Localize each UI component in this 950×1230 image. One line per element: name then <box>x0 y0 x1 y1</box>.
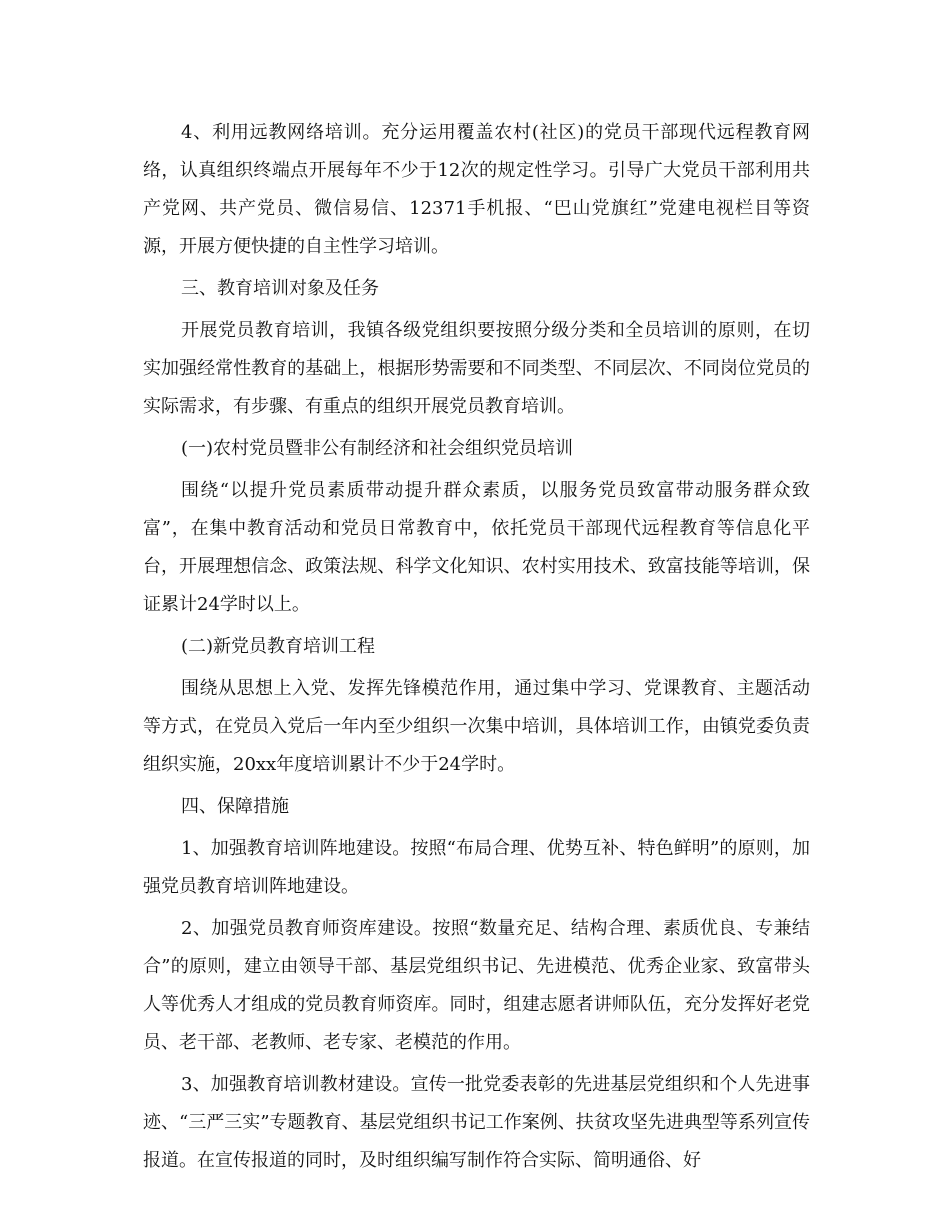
section-heading-4: 四、保障措施 <box>181 796 289 817</box>
section-heading-3: 三、教育培训对象及任务 <box>181 278 379 299</box>
paragraph-rural-members: 围绕“以提升党员素质带动提升群众素质，以服务党员致富带动服务群众致富”，在集中教育活动和党员日常教育中，依托党员干部现代远程教育等信息化平台，开展理想信念、政策法规、科学文化知识、农村实用技术、致富技能等培训，保证累计24学时以上。 <box>143 480 810 615</box>
subheading-new-members: (二)新党员教育培训工程 <box>181 636 376 657</box>
paragraph-teaching-materials: 3、加强教育培训教材建设。宣传一批党委表彰的先进基层党组织和个人先进事迹、“三严三实”专题教育、基层党组织书记工作案例、扶贫攻坚先进典型等系列宣传报道。在宣传报道的同时，及时组织编写制作符合实际、简明通俗、好 <box>143 1074 810 1171</box>
paragraph-remote-education: 4、利用远教网络培训。充分运用覆盖农村(社区)的党员干部现代远程教育网络，认真组织终端点开展每年不少于12次的规定性学习。引导广大党员干部利用共产党网、共产党员、微信易信、12371手机报、“巴山党旗红”党建电视栏目等资源，开展方便快捷的自主性学习培训。 <box>143 122 810 257</box>
paragraph-training-overview: 开展党员教育培训，我镇各级党组织要按照分级分类和全员培训的原则，在切实加强经常性教育的基础上，根据形势需要和不同类型、不同层次、不同岗位党员的实际需求，有步骤、有重点的组织开展党员教育培训。 <box>143 320 810 417</box>
subheading-rural-members: (一)农村党员暨非公有制经济和社会组织党员培训 <box>181 438 574 459</box>
paragraph-new-members: 围绕从思想上入党、发挥先锋模范作用，通过集中学习、党课教育、主题活动等方式，在党员入党后一年内至少组织一次集中培训，具体培训工作，由镇党委负责组织实施，20xx年度培训累计不少于24学时。 <box>143 678 810 775</box>
paragraph-venue-construction: 1、加强教育培训阵地建设。按照“布局合理、优势互补、特色鲜明”的原则，加强党员教育培训阵地建设。 <box>143 838 810 897</box>
paragraph-teacher-pool: 2、加强党员教育师资库建设。按照“数量充足、结构合理、素质优良、专兼结合”的原则，建立由领导干部、基层党组织书记、先进模范、优秀企业家、致富带头人等优秀人才组成的党员教育师资库。同时，组建志愿者讲师队伍，充分发挥好老党员、老干部、老教师、老专家、老模范的作用。 <box>143 918 810 1053</box>
